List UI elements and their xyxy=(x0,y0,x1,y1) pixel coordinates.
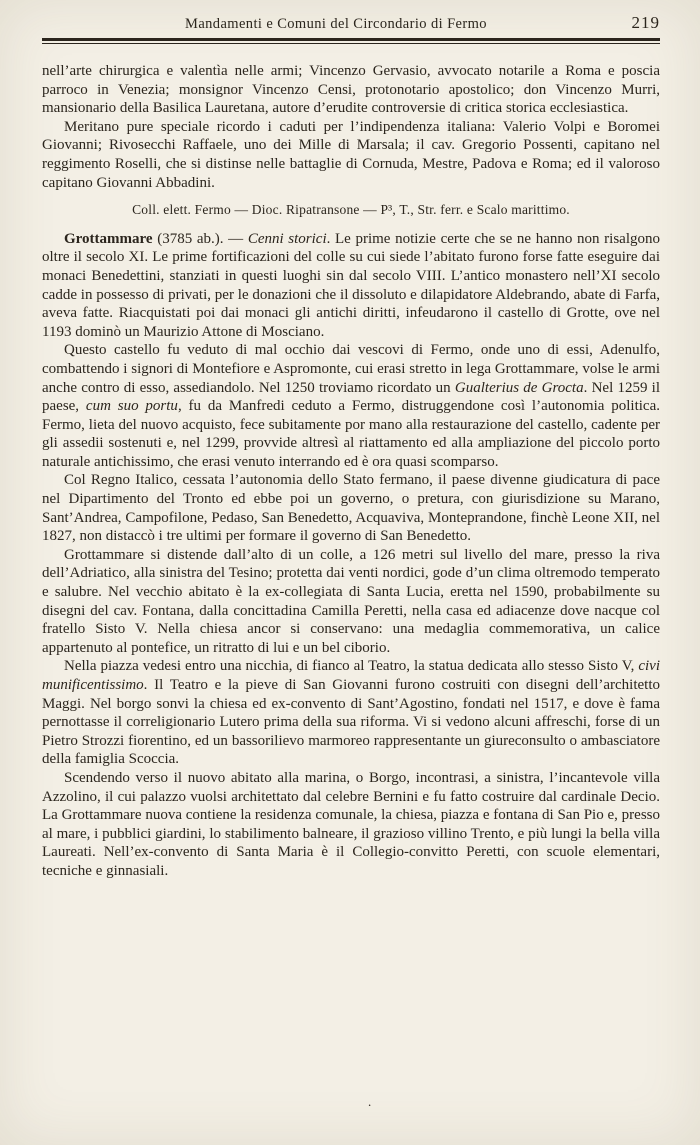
footer-mark: . xyxy=(368,1094,372,1109)
text-segment: Meritano pure speciale ricordo i caduti per l’indipendenza italiana: Valerio Volpi e Boromei Giovanni; Rivosecchi Raffaele, uno dei Mille di Marsala; il cav. Gregorio Possenti, capitano nel reggimento Roselli, che si distinse nelle battaglie di Cornuda, Mestre, Padova e Roma; ed il valoroso capitano Giovanni Abbadini. xyxy=(42,118,660,191)
text-segment: , fu da Manfredi ceduto a Fermo, distruggendone così l’autonomia politica. Fermo, lieta del nuovo acquisto, fece subitamente por mano alla restaurazione del castello, cadente per gli assedii sostenuti e, nel 1299, provvide altresì al riattamento ed alla ampliazione del piccolo porto naturale antichissimo, che erasi venuto interrando ed è ora quasi scomparso. xyxy=(42,398,660,470)
text-segment: . Le prime notizie certe che se ne hanno non risalgono oltre il secolo XI. Le prime fortificazioni del colle su cui siede l’abitato furono forse fatte eseguire dai monaci Benedettini, stanziati in questi luoghi sin dal secolo VIII. L’antico monastero nell’XI secolo cadde in possesso di privati, per le donazioni che il dissoluto e dilapidatore Aldebrando, abate di Farfa, aveva fatte. Riacquistati poi dai monaci gli antichi diritti, infeudarono il castello di Grotte, ove nel 1193 dominò un Maurizio Attone di Mosciano. xyxy=(42,230,660,340)
paragraph xyxy=(42,546,660,658)
paragraph xyxy=(42,657,660,769)
paragraph xyxy=(42,471,660,545)
text-segment: Grottammare xyxy=(64,230,153,247)
paragraph xyxy=(42,341,660,471)
page-header xyxy=(42,13,660,38)
text-segment: Coll. elett. Fermo — Dioc. Ripatransone — P³, T., Str. ferr. e Scalo marittimo. xyxy=(132,202,570,218)
text-segment: Questo castello fu veduto di mal occhio dai vescovi di Fermo, onde uno di essi, Adenulfo, combattendo i signori di Montefiore e Aspromonte, cui erasi stretto in lega Grottammare, volse le armi anche contro di esso, assediandolo. Nel 1250 troviamo ricordato un xyxy=(42,342,660,396)
text-segment: civi munificentissimo xyxy=(42,658,660,693)
page-body xyxy=(42,62,660,881)
paragraph xyxy=(42,230,660,342)
paragraph xyxy=(42,769,660,881)
text-segment: . Il Teatro e la pieve di San Giovanni furono costruiti con disegni dell’architetto Maggi. Nel borgo sonvi la chiesa ed ex-convento di Sant’Agostino, fondati nel 1517, e dove è fama pernottasse il correligionario Lutero prima della sua riforma. Vi si vedono alcuni affreschi, forse di un Pietro Strozzi fiorentino, ed un bassorilievo marmoreo rappresentante un giureconsulto o ambasciatore della famiglia Scoccia. xyxy=(42,677,660,768)
text-segment: Cenni storici xyxy=(247,230,327,247)
text-segment: cum suo portu xyxy=(85,398,178,415)
header-rule xyxy=(42,38,660,44)
running-title: Mandamenti e Comuni del Circondario di Fermo xyxy=(185,16,487,32)
text-segment: Gualterius de Grocta xyxy=(454,379,584,396)
text-segment: Col Regno Italico, cessata l’autonomia dello Stato fermano, il paese divenne giudicatura di pace nel Dipartimento del Tronto ed ebbe poi un governo, o pretura, con giurisdizione su Marano, Sant’Andrea, Campofilone, Pedaso, San Benedetto, Acquaviva, Monteprandone, finchè Leone XII, nel 1827, non distaccò i tre ultimi per formare il governo di San Benedetto. xyxy=(42,472,660,545)
text-segment: nell’arte chirurgica e valentìa nelle armi; Vincenzo Gervasio, avvocato notarile a Roma e poscia parroco in Venezia; monsignor Vincenzo Censi, protonotario apostolico; don Vincenzo Murri, mansionario della Basilica Lauretana, autore d’erudite controversie di critica storica ecclesiastica. xyxy=(42,63,660,117)
text-segment: (3785 ab.). — xyxy=(152,230,248,247)
paragraph xyxy=(42,118,660,192)
text-segment: . Nel 1259 il paese, xyxy=(42,379,661,415)
text-segment: Grottammare si distende dall’alto di un colle, a 126 metri sul livello del mare, presso la riva dell’Adriatico, alla sinistra del Tesino; protetta dai venti nordici, gode d’un clima oltremodo temperato e salubre. Nel vecchio abitato è la ex-collegiata di Santa Lucia, eretta nel 1590, probabilmente su disegni del cav. Fontana, dalla concittadina Camilla Peretti, nella casa ed adiacenze dove nacque col fratello Sisto V. Nella chiesa ancor si conservano: una medaglia commemorativa, un calice appartenuto al pontefice, un ritratto di lui e un bel ciborio. xyxy=(42,546,660,656)
paragraph xyxy=(42,62,660,118)
electoral-note xyxy=(42,201,660,220)
page-number: 219 xyxy=(631,13,660,32)
text-segment: Nella piazza vedesi entro una nicchia, di fianco al Teatro, la statua dedicata allo stesso Sisto V, xyxy=(64,658,639,675)
text-segment: Scendendo verso il nuovo abitato alla marina, o Borgo, incontrasi, a sinistra, l’incantevole villa Azzolino, il cui palazzo vuolsi architettato dal celebre Bernini e fu fatto costruire dal cardinale Decio. La Grottammare nuova contiene la residenza comunale, la chiesa, piazza e fontana di San Pio e, presso al mare, i pubblici giardini, lo stabilimento balneare, il grazioso villino Trento, e più lungi la bella villa Laureati. Nell’ex-convento di Santa Maria è il Collegio-convitto Peretti, con scuole elementari, tecniche e ginnasiali. xyxy=(42,769,660,879)
